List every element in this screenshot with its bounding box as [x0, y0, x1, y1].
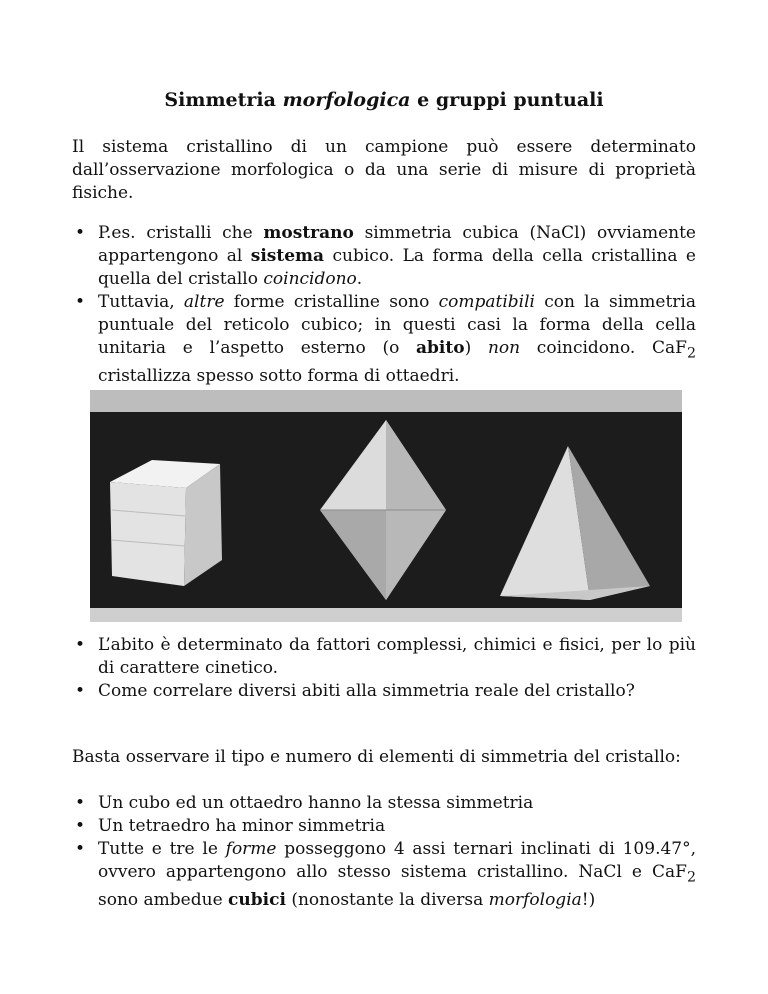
page-title: [72, 86, 696, 114]
bullet-list-1: [72, 222, 696, 388]
list-item: • Un cubo ed un ottaedro hanno la stessa simmetria: [75, 793, 534, 813]
intro-paragraph: Il sistema cristallino di un campione può essere determinato dall’osservazione morfologica o da una serie di misure di proprietà fisiche.: [72, 137, 696, 203]
bullet-icon: •: [75, 681, 86, 701]
list-item: • Un tetraedro ha minor simmetria: [75, 816, 386, 836]
list-item: • L’abito è determinato da fattori complessi, chimici e fisici, per lo più di carattere cinetico.: [75, 635, 696, 678]
bullet-icon: •: [75, 223, 86, 243]
bullet-icon: •: [75, 793, 86, 813]
list-item: • Come correlare diversi abiti alla simmetria reale del cristallo?: [75, 681, 635, 701]
title-text-1: Simmetria: [164, 89, 283, 111]
crystal-shapes: [90, 390, 682, 622]
list-item: • P.es. cristalli che mostrano simmetria cubica (NaCl) ovviamente appartengono al sistema cubico. La forma della cella cristallina e quella del cristallo coincidono.: [75, 223, 696, 289]
cube-crystal: [110, 460, 222, 586]
list-item: • Tuttavia, altre forme cristalline sono compatibili con la simmetria puntuale del reticolo cubico; in questi casi la forma della cella unitaria e l’aspetto esterno (o abito) non coincidono. CaF$_2$ cristallizza spesso sotto forma di ottaedri.: [75, 292, 696, 387]
bullet-icon: •: [75, 816, 86, 836]
bullet-list-3: [72, 792, 696, 912]
octahedron-crystal: [320, 420, 446, 600]
paragraph-2: Basta osservare il tipo e numero di elementi di simmetria del cristallo:: [72, 747, 681, 767]
bullet-list-2: [72, 634, 696, 703]
title-text-italic: morfologica: [282, 89, 411, 111]
crystal-photo: [90, 390, 682, 622]
bullet-icon: •: [75, 839, 86, 859]
bullet-icon: •: [75, 292, 86, 312]
list-item: • Tutte e tre le forme posseggono 4 assi ternari inclinati di 109.47°, ovvero appartengono allo stesso sistema cristallino. NaCl e CaF$_2$ sono ambedue cubici (nonostante la diversa morfologia!): [75, 839, 697, 911]
tetrahedron-crystal: [500, 446, 650, 600]
title-text-2: e gruppi puntuali: [410, 89, 604, 111]
bullet-icon: •: [75, 635, 86, 655]
photo-bottom-strip: [90, 608, 682, 622]
